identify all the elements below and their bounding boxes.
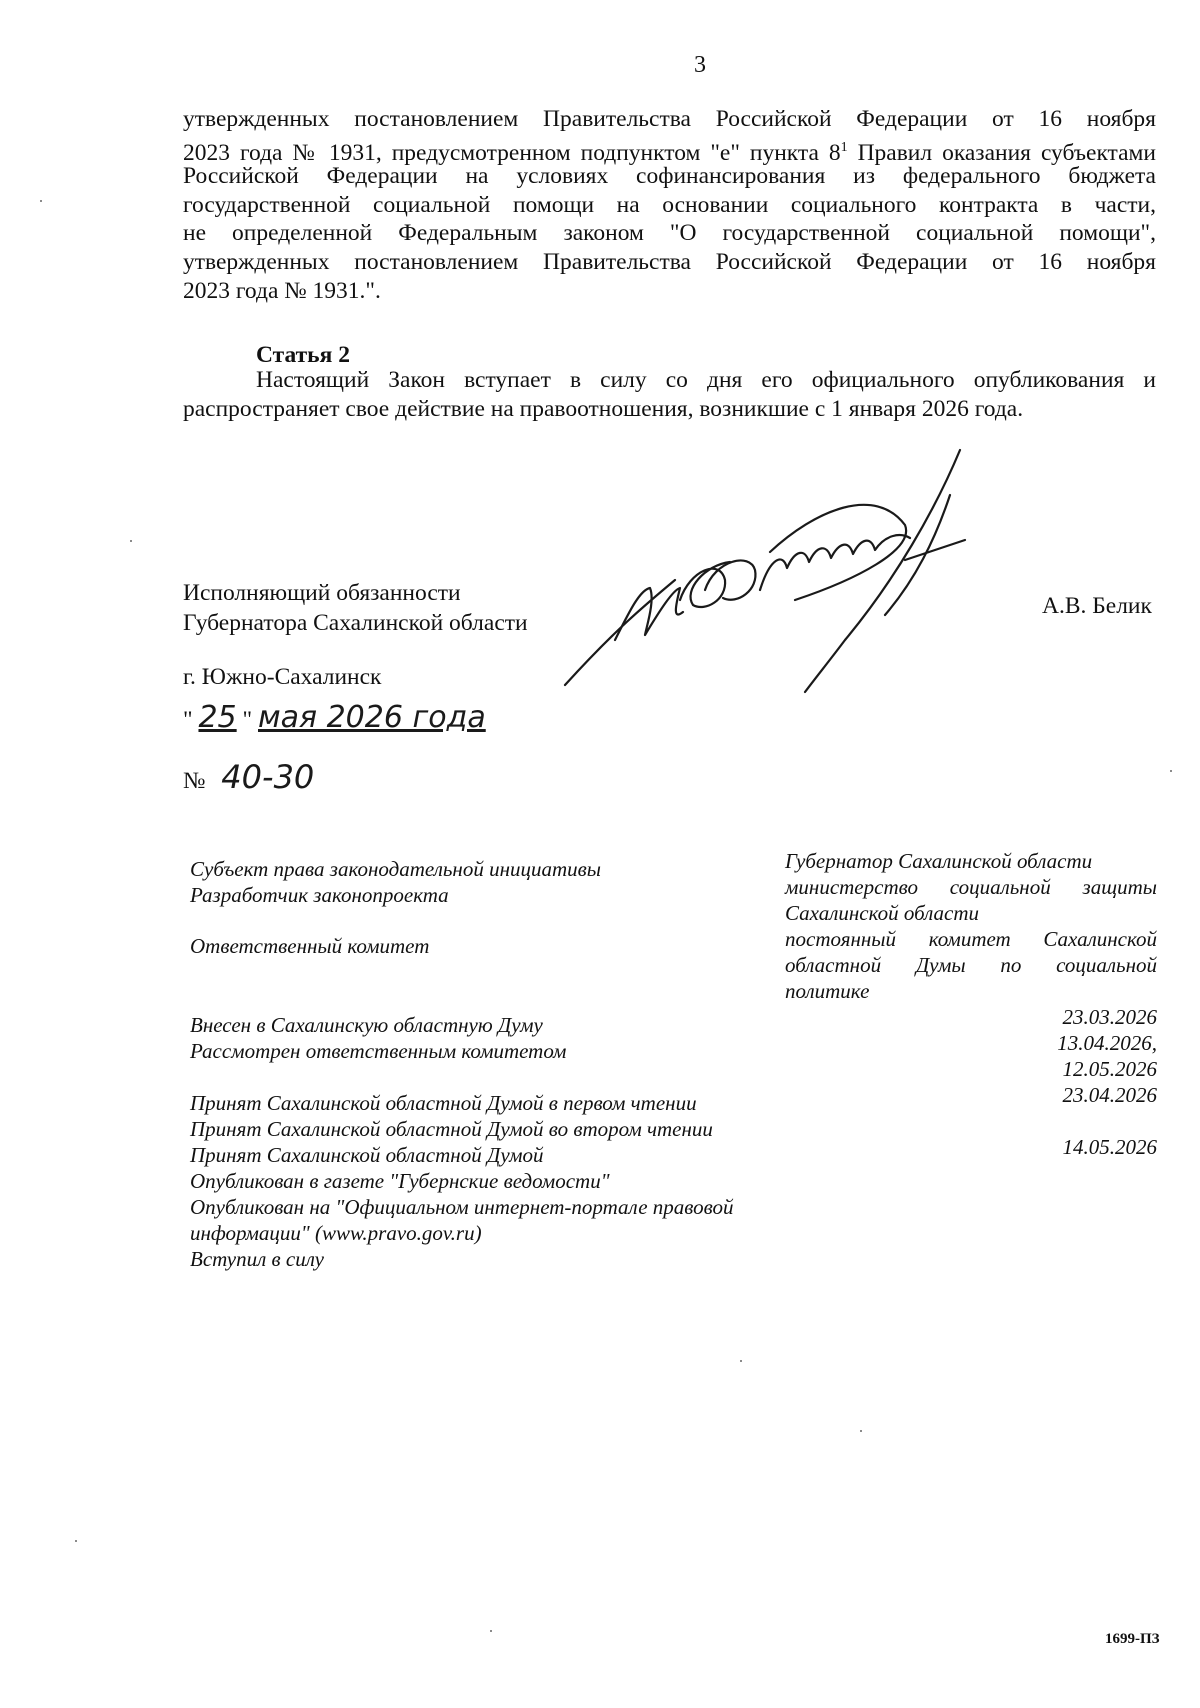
signer-position-line: Исполняющий обязанности (183, 580, 461, 606)
signer-position-line: Губернатора Сахалинской области (183, 610, 528, 636)
meta-label: Субъект права законодательной инициативы (190, 857, 602, 881)
quote-mark: " (242, 707, 253, 733)
quote-mark: " (183, 707, 193, 733)
scan-speck (40, 200, 42, 202)
paragraph-line: государственной социальной помощи на основании социального контракта в части, (183, 191, 1156, 218)
law-number (183, 758, 383, 804)
meta-label: Ответственный комитет (190, 934, 430, 958)
article-line: Настоящий Закон вступает в силу со дня его официального опубликования и (256, 367, 1156, 393)
meta-value: политике (785, 979, 870, 1003)
article-body (183, 366, 1156, 423)
number-value: 40-30 (221, 758, 315, 796)
meta-value: министерство социальной защиты (785, 875, 1157, 899)
meta-value: областной Думы по социальной (785, 953, 1157, 977)
city: г. Южно-Сахалинск (183, 664, 382, 690)
paragraph-line: Российской Федерации на условиях софинансирования из федерального бюджета (183, 163, 1156, 190)
meta-value: постоянный комитет Сахалинской (785, 927, 1157, 951)
number-label: № (183, 768, 206, 794)
article-line: распространяет свое действие на правоотношения, возникшие с 1 января 2026 года. (183, 395, 1024, 422)
article-heading: Статья 2 (256, 342, 350, 368)
signer-position (183, 578, 528, 638)
meta-label: Разработчик законопроекта (190, 883, 449, 907)
meta-value: Сахалинской области (785, 901, 980, 925)
meta-label: Принят Сахалинской областной Думой в первом чтении (190, 1091, 697, 1115)
document-code: 1699-ПЗ (1105, 1631, 1160, 1647)
meta-value: Губернатор Сахалинской области (785, 849, 1093, 873)
signing-day: 25 (198, 700, 237, 735)
handwritten-signature (555, 440, 1005, 700)
meta-label: информации" (www.pravo.gov.ru) (190, 1221, 482, 1245)
scan-speck (740, 1360, 742, 1362)
signer-name: А.В. Белик (1042, 593, 1152, 619)
signing-month-year: мая 2026 года (258, 700, 486, 735)
scan-speck (75, 1540, 77, 1542)
paragraph-line: не определенной Федеральным законом "О государственной социальной помощи", (183, 220, 1156, 247)
scan-speck (860, 1430, 862, 1432)
paragraph-line: 2023 года № 1931, предусмотренном подпунктом "е" пункта $8^1$ Правил оказания субъектами (183, 139, 1156, 166)
scan-speck (1170, 770, 1172, 772)
meta-date: 23.03.2026 (1062, 1005, 1157, 1029)
meta-date: 12.05.2026 (1062, 1057, 1157, 1081)
meta-label: Принят Сахалинской областной Думой (190, 1143, 544, 1167)
meta-label: Рассмотрен ответственным комитетом (190, 1039, 567, 1063)
scan-speck (130, 540, 132, 542)
meta-label: Внесен в Сахалинскую областную Думу (190, 1013, 543, 1037)
page-number: 3 (694, 52, 706, 78)
meta-label: Опубликован на "Официальном интернет-портале правовой (190, 1195, 734, 1219)
scan-speck (490, 1630, 492, 1632)
paragraph-line: 2023 года № 1931.". (183, 277, 381, 304)
meta-date: 23.04.2026 (1062, 1083, 1157, 1107)
meta-label: Опубликован в газете "Губернские ведомости" (190, 1169, 610, 1193)
continuation-paragraph (183, 105, 1156, 305)
meta-date: 14.05.2026 (1062, 1135, 1157, 1159)
meta-label: Вступил в силу (190, 1247, 324, 1271)
meta-date: 13.04.2026, (1057, 1031, 1157, 1055)
paragraph-line: утвержденных постановлением Правительства Российской Федерации от 16 ноября (183, 106, 1156, 132)
signing-date (183, 700, 583, 746)
meta-label: Принят Сахалинской областной Думой во втором чтении (190, 1117, 713, 1141)
paragraph-line: утвержденных постановлением Правительства Российской Федерации от 16 ноября (183, 248, 1156, 275)
